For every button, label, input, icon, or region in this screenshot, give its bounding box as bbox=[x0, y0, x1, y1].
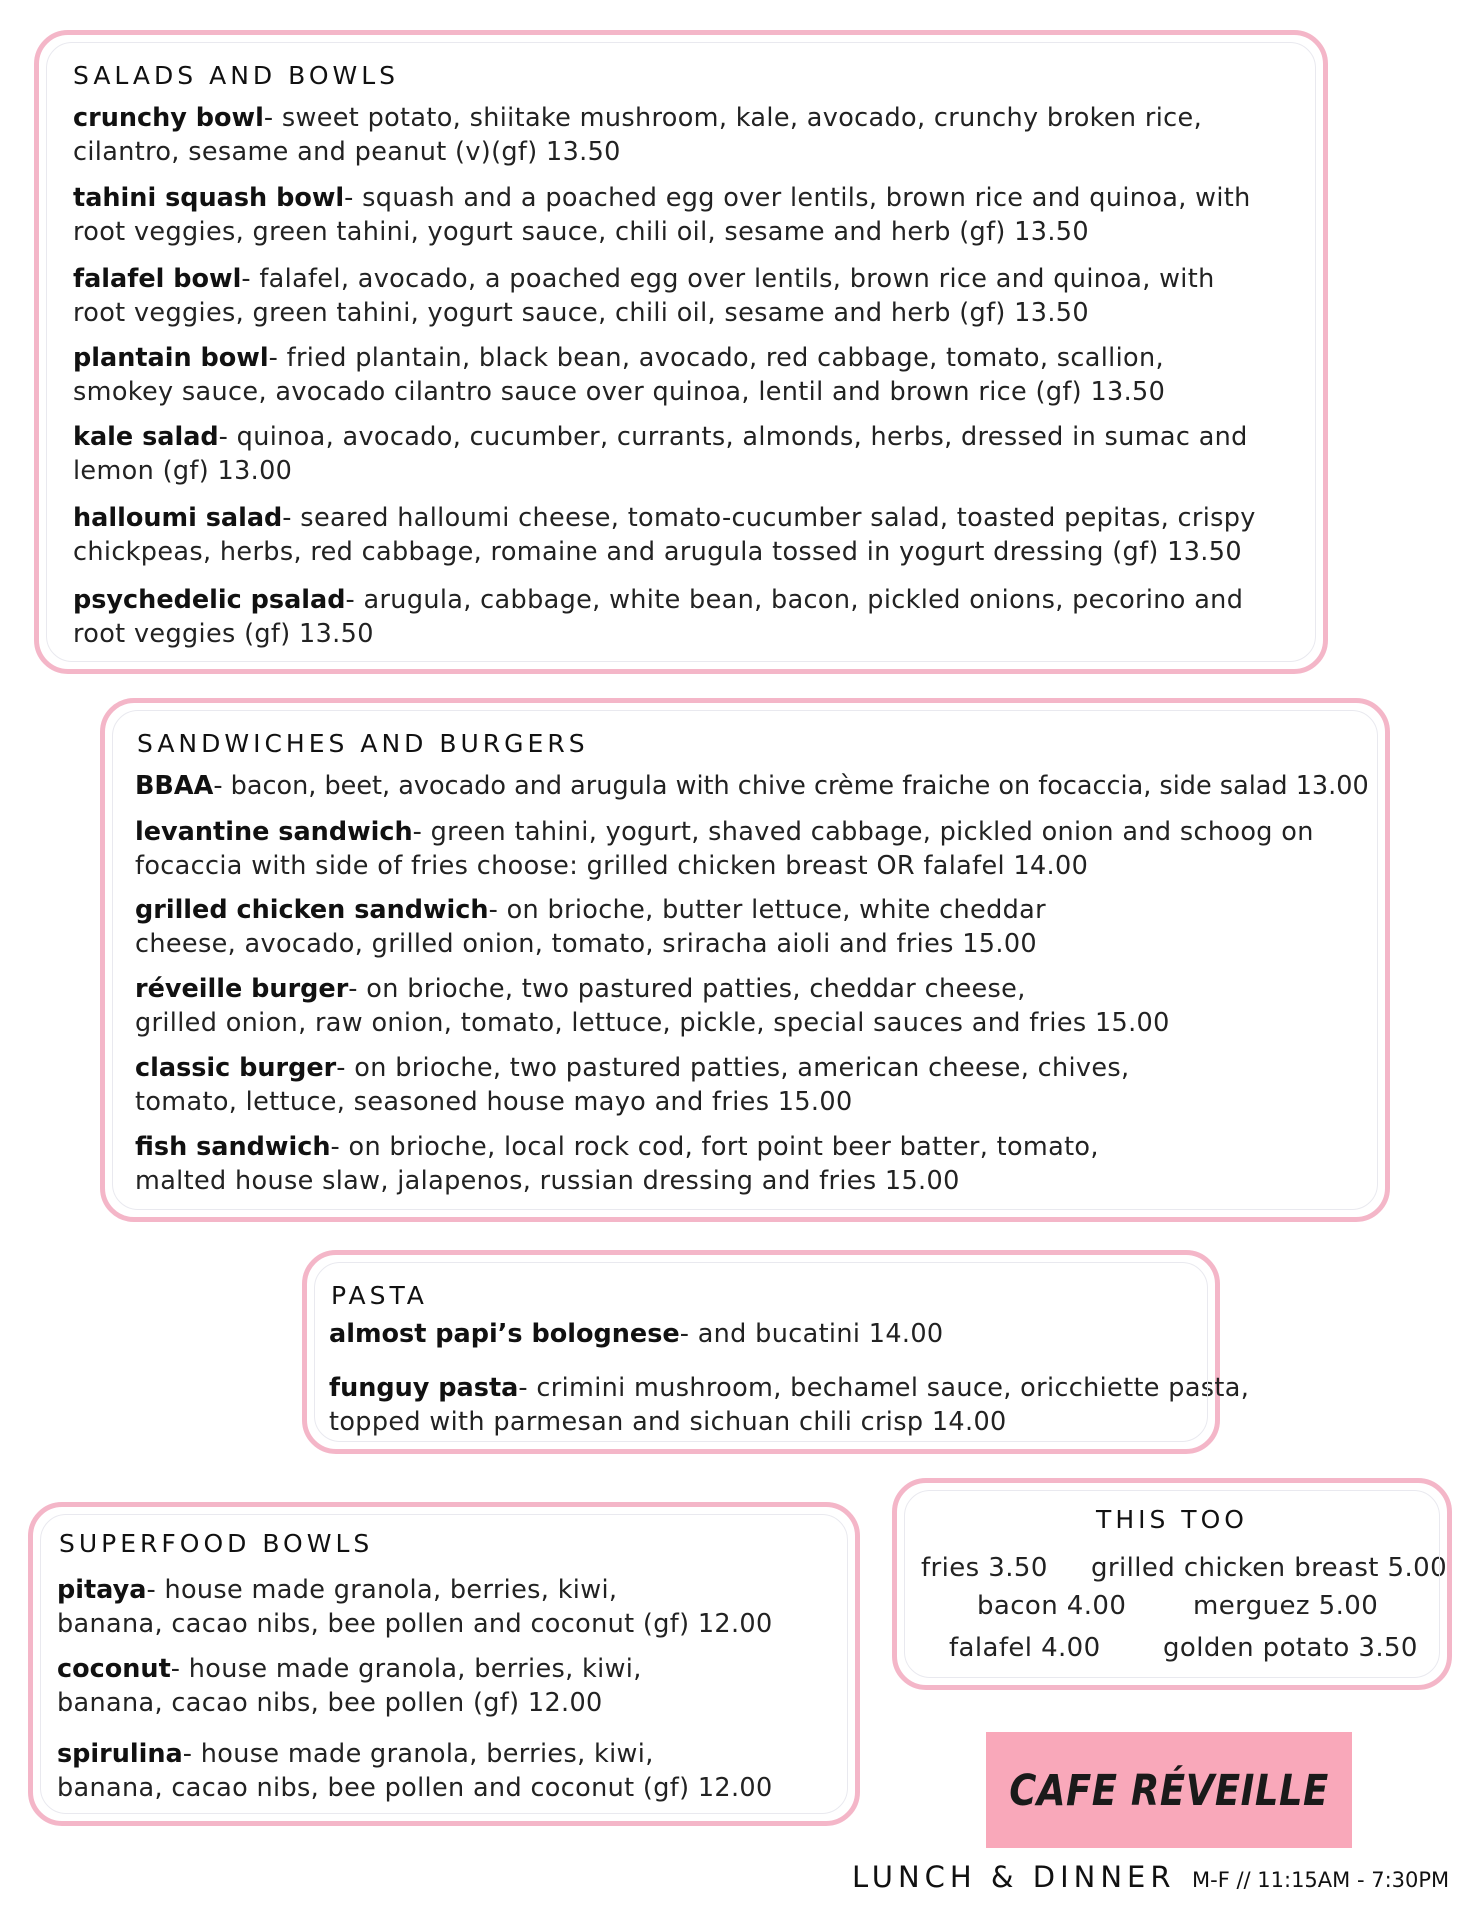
extra-grilled-chicken-breast: grilled chicken breast 5.00 bbox=[1091, 1553, 1448, 1583]
extra-fries: fries 3.50 bbox=[921, 1553, 1048, 1583]
section-heading: PASTA bbox=[331, 1281, 428, 1310]
item-name: BBAA bbox=[135, 771, 214, 801]
item-name: levantine sandwich bbox=[135, 817, 413, 847]
item-description-line2: lemon (gf) 13.00 bbox=[73, 456, 293, 486]
section-heading: SANDWICHES AND BURGERS bbox=[137, 729, 589, 758]
item-name: pitaya bbox=[57, 1575, 147, 1605]
item-description-line2: smokey sauce, avocado cilantro sauce over quinoa, lentil and brown rice (gf) 13.50 bbox=[73, 377, 1166, 407]
this-too-section bbox=[892, 1478, 1452, 1690]
item-name: kale salad bbox=[73, 422, 219, 452]
item-description-line2: grilled onion, raw onion, tomato, lettuce, pickle, special sauces and fries 15.00 bbox=[135, 1008, 1170, 1038]
item-description: - on brioche, local rock cod, fort point beer batter, tomato, bbox=[330, 1132, 1099, 1162]
menu-item-tahini-squash-bowl bbox=[73, 181, 1251, 249]
menu-item-crunchy-bowl bbox=[73, 101, 1202, 169]
item-description-line2: focaccia with side of fries choose: grilled chicken breast OR falafel 14.00 bbox=[135, 851, 1089, 881]
item-name: tahini squash bowl bbox=[73, 183, 345, 213]
footer-title: LUNCH & DINNER bbox=[852, 1860, 1176, 1894]
menu-item-spirulina bbox=[57, 1737, 773, 1805]
item-description: - on brioche, two pastured patties, cheddar cheese, bbox=[348, 974, 1026, 1004]
item-description: - crimini mushroom, bechamel sauce, oricchiette pasta, bbox=[518, 1373, 1250, 1403]
menu-item-classic-burger bbox=[135, 1051, 1130, 1119]
item-name: classic burger bbox=[135, 1053, 337, 1083]
item-description-line2: banana, cacao nibs, bee pollen and coconut (gf) 12.00 bbox=[57, 1773, 773, 1803]
menu-item-plantain-bowl bbox=[73, 341, 1165, 409]
item-name: psychedelic psalad bbox=[73, 585, 346, 615]
item-description: - fried plantain, black bean, avocado, red cabbage, tomato, scallion, bbox=[268, 343, 1164, 373]
item-description-line2: banana, cacao nibs, bee pollen and coconut (gf) 12.00 bbox=[57, 1609, 773, 1639]
menu-item-funguy-pasta bbox=[329, 1371, 1249, 1439]
item-description: - squash and a poached egg over lentils, brown rice and quinoa, with bbox=[344, 183, 1251, 213]
menu-item-fish-sandwich bbox=[135, 1130, 1099, 1198]
item-description: - on brioche, butter lettuce, white cheddar bbox=[488, 895, 1046, 925]
extra-golden-potato: golden potato 3.50 bbox=[1163, 1633, 1418, 1663]
extra-bacon: bacon 4.00 bbox=[977, 1591, 1127, 1621]
item-description-line2: topped with parmesan and sichuan chili crisp 14.00 bbox=[329, 1407, 1007, 1437]
item-description-line2: cheese, avocado, grilled onion, tomato, sriracha aioli and fries 15.00 bbox=[135, 929, 1037, 959]
item-name: grilled chicken sandwich bbox=[135, 895, 489, 925]
section-heading: SALADS AND BOWLS bbox=[73, 61, 400, 90]
menu-item-halloumi-salad bbox=[73, 501, 1256, 569]
menu-item-bolognese bbox=[329, 1317, 944, 1351]
footer-hours: M-F // 11:15AM - 7:30PM bbox=[1192, 1868, 1450, 1892]
item-description: - falafel, avocado, a poached egg over lentils, brown rice and quinoa, with bbox=[241, 264, 1215, 294]
item-description-line2: banana, cacao nibs, bee pollen (gf) 12.00 bbox=[57, 1688, 603, 1718]
extra-falafel: falafel 4.00 bbox=[949, 1633, 1101, 1663]
item-name: réveille burger bbox=[135, 974, 349, 1004]
item-description-line2: tomato, lettuce, seasoned house mayo and fries 15.00 bbox=[135, 1087, 853, 1117]
item-description: - bacon, beet, avocado and arugula with chive crème fraiche on focaccia, side salad 13.00 bbox=[213, 771, 1369, 801]
menu-item-coconut bbox=[57, 1652, 642, 1720]
item-description: - house made granola, berries, kiwi, bbox=[182, 1739, 654, 1769]
section-heading: THIS TOO bbox=[1096, 1505, 1248, 1534]
item-description: - quinoa, avocado, cucumber, currants, almonds, herbs, dressed in sumac and bbox=[218, 422, 1248, 452]
item-name: fish sandwich bbox=[135, 1132, 331, 1162]
cafe-logo bbox=[986, 1732, 1352, 1848]
salads-section bbox=[34, 30, 1328, 674]
menu-item-reveille-burger bbox=[135, 972, 1170, 1040]
menu-item-bbaa bbox=[135, 769, 1369, 803]
item-description: - arugula, cabbage, white bean, bacon, pickled onions, pecorino and bbox=[345, 585, 1244, 615]
item-description-line2: root veggies, green tahini, yogurt sauce, chili oil, sesame and herb (gf) 13.50 bbox=[73, 217, 1089, 247]
extra-merguez: merguez 5.00 bbox=[1193, 1591, 1379, 1621]
item-description-line2: root veggies, green tahini, yogurt sauce, chili oil, sesame and herb (gf) 13.50 bbox=[73, 298, 1089, 328]
item-description: - on brioche, two pastured patties, american cheese, chives, bbox=[336, 1053, 1130, 1083]
item-description: - green tahini, yogurt, shaved cabbage, pickled onion and schoog on bbox=[412, 817, 1314, 847]
superfood-section bbox=[28, 1502, 860, 1826]
item-name: almost papi’s bolognese bbox=[329, 1319, 680, 1349]
menu-item-pitaya bbox=[57, 1573, 773, 1641]
item-description: - and bucatini 14.00 bbox=[679, 1319, 944, 1349]
item-name: falafel bowl bbox=[73, 264, 242, 294]
item-description-line2: root veggies (gf) 13.50 bbox=[73, 619, 374, 649]
menu-item-levantine-sandwich bbox=[135, 815, 1314, 883]
menu-item-grilled-chicken-sandwich bbox=[135, 893, 1046, 961]
item-name: coconut bbox=[57, 1654, 171, 1684]
section-heading: SUPERFOOD BOWLS bbox=[59, 1529, 374, 1558]
item-description-line2: chickpeas, herbs, red cabbage, romaine and arugula tossed in yogurt dressing (gf) 13.50 bbox=[73, 537, 1242, 567]
logo-text: CAFE RÉVEILLE bbox=[1009, 1765, 1329, 1815]
item-name: crunchy bowl bbox=[73, 103, 264, 133]
item-name: funguy pasta bbox=[329, 1373, 519, 1403]
item-description-line2: malted house slaw, jalapenos, russian dressing and fries 15.00 bbox=[135, 1166, 960, 1196]
item-name: halloumi salad bbox=[73, 503, 283, 533]
item-name: plantain bowl bbox=[73, 343, 269, 373]
item-name: spirulina bbox=[57, 1739, 183, 1769]
item-description: - seared halloumi cheese, tomato-cucumber salad, toasted pepitas, crispy bbox=[282, 503, 1256, 533]
sandwiches-section bbox=[100, 698, 1390, 1222]
item-description: - sweet potato, shiitake mushroom, kale, avocado, crunchy broken rice, bbox=[263, 103, 1203, 133]
item-description-line2: cilantro, sesame and peanut (v)(gf) 13.50 bbox=[73, 137, 621, 167]
pasta-section bbox=[302, 1250, 1250, 1454]
item-description: - house made granola, berries, kiwi, bbox=[170, 1654, 642, 1684]
item-description: - house made granola, berries, kiwi, bbox=[146, 1575, 618, 1605]
menu-item-psychedelic-psalad bbox=[73, 583, 1243, 651]
menu-item-falafel-bowl bbox=[73, 262, 1215, 330]
menu-item-kale-salad bbox=[73, 420, 1248, 488]
